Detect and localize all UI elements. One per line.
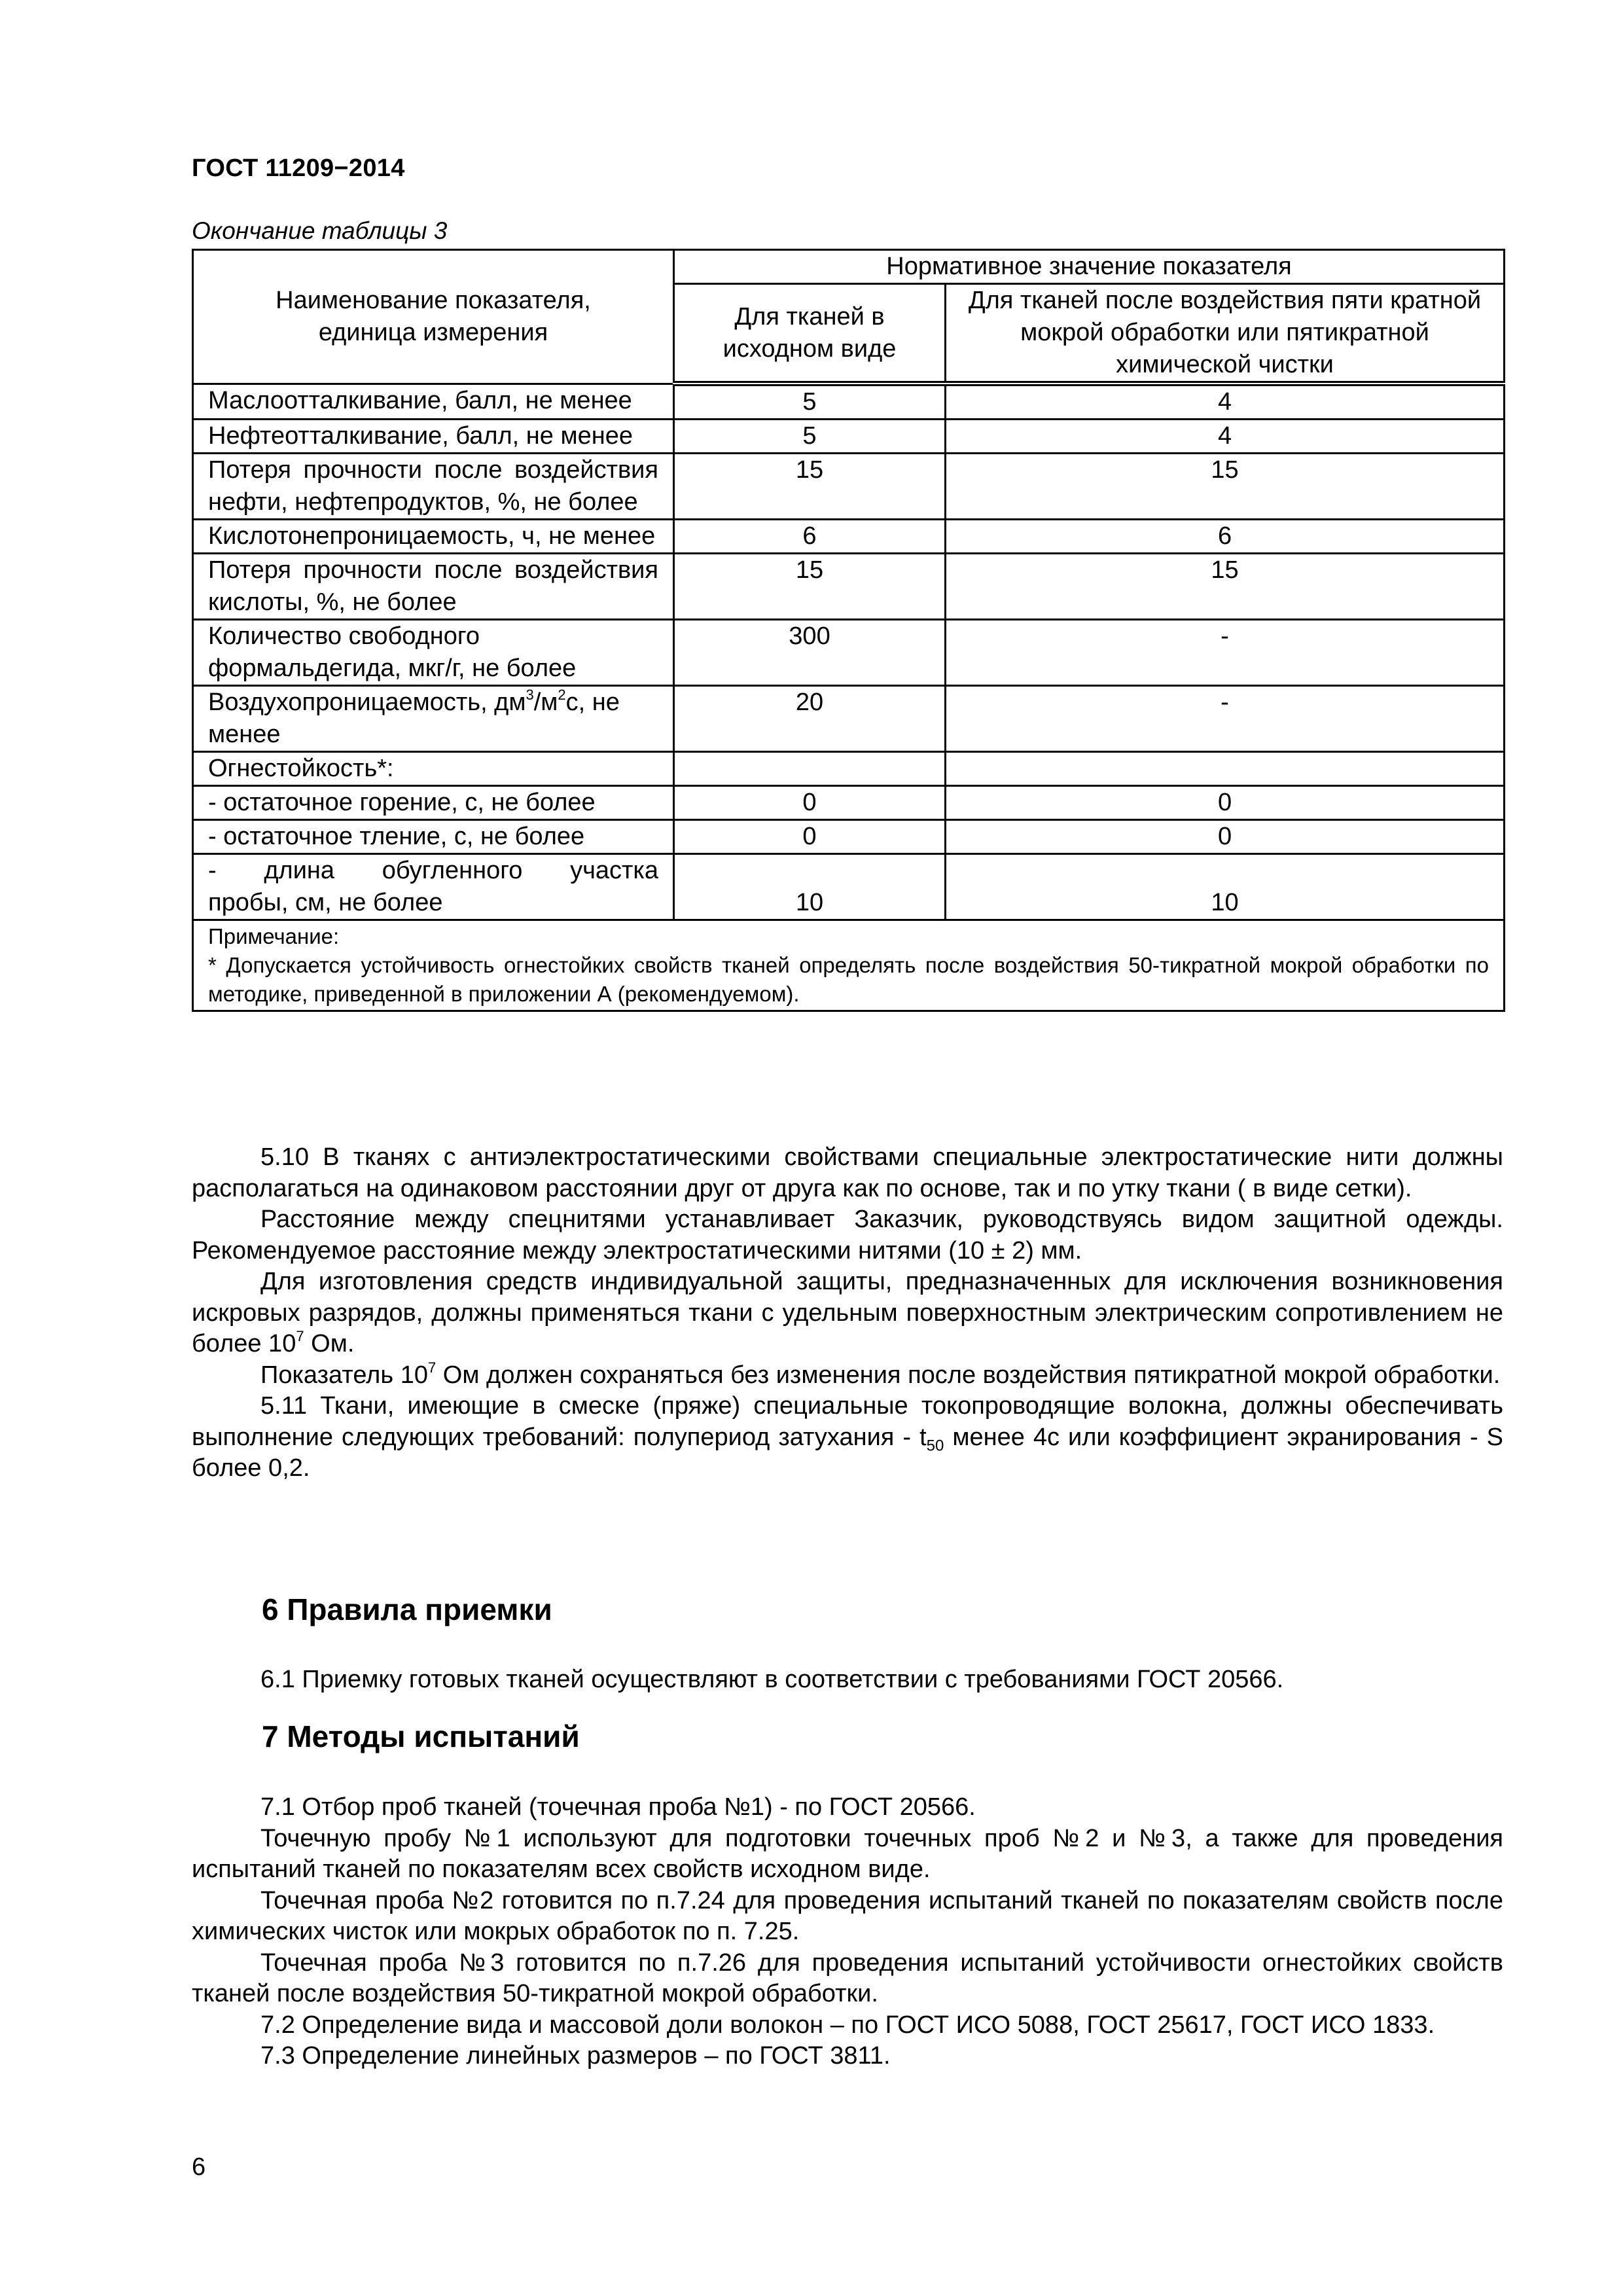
row-name-line: пробы, см, не более: [208, 889, 443, 916]
row-name: Потеря прочности после воздействия нефти, нефтепродуктов, %, не более: [193, 454, 674, 520]
paragraph-text: Ом.: [304, 1330, 355, 1357]
section-6-heading: 6 Правила приемки: [262, 1592, 552, 1626]
paragraph-text: Ом должен сохраняться без изменения после воздействия пятикратной мокрой обработки.: [436, 1361, 1501, 1389]
paragraph: Расстояние между спецнитями устанавливает Заказчик, руководствуясь видом защитной одежды. Рекомендуемое расстояние между электростатическими нитями (10 ± 2) мм.: [192, 1206, 1503, 1265]
paragraph: 5.10 В тканях с антиэлектростатическими свойствами специальные электростатические нити должны располагаться на одинаковом расстоянии друг от друга как по основе, так и по утку ткани ( в виде сетки).: [192, 1143, 1503, 1202]
row-initial-value: 0: [674, 786, 946, 820]
exponent: 7: [296, 1328, 304, 1345]
header-initial-state: Для тканей в исходном виде: [674, 284, 946, 384]
row-initial-value: 5: [674, 420, 946, 454]
paragraph: Точечную пробу №1 используют для подготовки точечных проб №2 и №3, а также для проведения испытаний тканей по показателям всех свойств исходном виде.: [192, 1824, 1503, 1883]
paragraph-text: 5.11 Ткани, имеющие в смеске (пряже) специальные токопроводящие волокна, должны обеспечивать выполнение следующих требований: полупериод затухания - t: [192, 1392, 1503, 1451]
row-name: Огнестойкость*:: [193, 752, 674, 786]
row-name: Количество свободного формальдегида, мкг/г, не более: [193, 620, 674, 686]
row-name: [193, 854, 674, 920]
row-name: - остаточное горение, с, не более: [193, 786, 674, 820]
table-row: [193, 686, 1505, 752]
paragraph-text: менее 4с или коэффициент экранирования - S более 0,2.: [192, 1423, 1503, 1482]
row-initial-value: 0: [674, 820, 946, 854]
row-name: [193, 686, 674, 752]
row-after-value: 4: [946, 420, 1505, 454]
unit-exponent: 2: [558, 687, 566, 704]
table-row: [193, 620, 1505, 686]
row-after-value: 10: [946, 854, 1505, 920]
paragraph: Точечная проба №3 готовится по п.7.26 для проведения испытаний устойчивости огнестойких свойств тканей после воздействия 50-тикратной мокрой обработки.: [192, 1948, 1503, 2007]
paragraph-text: Для изготовления средств индивидуальной защиты, предназначенных для исключения возникновения искровых разрядов, должны применяться ткани с удельным поверхностным электрическим сопротивлением не более 10: [192, 1268, 1503, 1357]
row-name-text: /м: [533, 689, 558, 716]
table-caption: Окончание таблицы 3: [192, 217, 448, 244]
paragraph: 7.1 Отбор проб тканей (точечная проба №1) - по ГОСТ 20566.: [260, 1793, 976, 1821]
row-name-line: - длина обугленного участка: [208, 857, 658, 884]
row-initial-value: 300: [674, 620, 946, 686]
document-header: ГОСТ 11209−2014: [192, 154, 405, 182]
page-number: 6: [192, 2153, 206, 2181]
row-after-value: 15: [946, 454, 1505, 520]
row-initial-value: 10: [674, 854, 946, 920]
row-initial-value: 20: [674, 686, 946, 752]
section-6-text: [192, 1664, 1503, 1696]
row-name-text: с, не менее: [208, 689, 620, 748]
subscript: 50: [926, 1437, 944, 1455]
note-text: * Допускается устойчивость огнестойких свойств тканей определять после воздействия 50-тикратной мокрой обработки по методике, приведенной в приложении А (рекомендуемом).: [208, 953, 1489, 1006]
paragraph: 6.1 Приемку готовых тканей осуществляют в соответствии с требованиями ГОСТ 20566.: [260, 1666, 1284, 1693]
row-name: - остаточное тление, с, не более: [193, 820, 674, 854]
row-after-value: 6: [946, 520, 1505, 554]
row-initial-value: 15: [674, 454, 946, 520]
row-name: Потеря прочности после воздействия кислоты, %, не более: [193, 554, 674, 620]
row-after-value: 0: [946, 820, 1505, 854]
paragraph: [192, 1360, 1503, 1391]
paragraph-text: Показатель 10: [260, 1361, 428, 1389]
row-initial-value: 15: [674, 554, 946, 620]
section-7-heading: 7 Методы испытаний: [262, 1719, 580, 1753]
table-row: [193, 554, 1505, 620]
table-note: [193, 920, 1505, 1011]
requirements-table: [192, 249, 1505, 1012]
row-name: Кислотонепроницаемость, ч, не менее: [193, 520, 674, 554]
row-initial-value: 6: [674, 520, 946, 554]
table-row: [193, 752, 1505, 786]
row-initial-value: 5: [674, 384, 946, 420]
table-row: [193, 420, 1505, 454]
row-name: Маслоотталкивание, балл, не менее: [193, 384, 674, 420]
header-after-treatment: Для тканей после воздействия пяти кратной мокрой обработки или пятикратной химической чистки: [946, 284, 1505, 384]
header-name-column: Наименование показателя, единица измерения: [193, 250, 674, 384]
row-after-value: 4: [946, 384, 1505, 420]
row-after-value: 15: [946, 554, 1505, 620]
paragraph: [192, 1266, 1503, 1360]
table-row: [193, 384, 1505, 420]
section-5-text: [192, 1142, 1503, 1484]
note-title: Примечание:: [208, 924, 340, 948]
row-after-value: -: [946, 686, 1505, 752]
paragraph: 7.2 Определение вида и массовой доли волокон – по ГОСТ ИСО 5088, ГОСТ 25617, ГОСТ ИСО 1833.: [260, 2011, 1435, 2039]
row-initial-value: [674, 752, 946, 786]
table-row: [193, 854, 1505, 920]
section-7-text: [192, 1792, 1503, 2072]
paragraph: [192, 1391, 1503, 1484]
table-row: [193, 786, 1505, 820]
row-after-value: [946, 752, 1505, 786]
paragraph: Точечная проба №2 готовится по п.7.24 для проведения испытаний тканей по показателям свойств после химических чисток или мокрых обработок по п. 7.25.: [192, 1886, 1503, 1945]
paragraph: 7.3 Определение линейных размеров – по ГОСТ 3811.: [260, 2042, 891, 2070]
table-note-row: [193, 920, 1505, 1011]
header-normative-value: Нормативное значение показателя: [674, 250, 1505, 284]
exponent: 7: [427, 1359, 437, 1376]
table-row: [193, 454, 1505, 520]
table-row: [193, 820, 1505, 854]
table-row: [193, 520, 1505, 554]
row-name-text: Воздухопроницаемость, дм: [208, 689, 526, 716]
row-after-value: 0: [946, 786, 1505, 820]
row-name: Нефтеотталкивание, балл, не менее: [193, 420, 674, 454]
unit-exponent: 3: [526, 687, 534, 704]
row-after-value: -: [946, 620, 1505, 686]
